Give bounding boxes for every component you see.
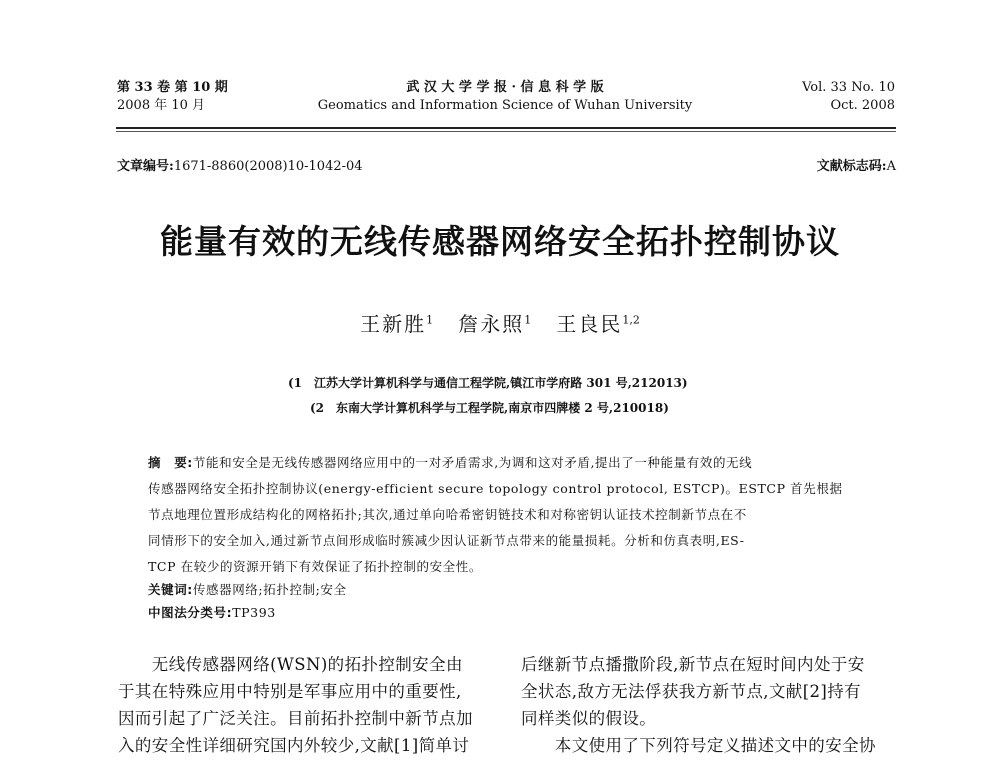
- author: 王新胜$^1$: [360, 312, 434, 336]
- body-line: 无线传感器网络(WSN)的拓扑控制安全由: [118, 655, 463, 674]
- author: 詹永照$^1$: [458, 312, 532, 336]
- date-en: Oct. 2008: [830, 98, 895, 113]
- article-number: [117, 158, 363, 175]
- affiliation-1: (1 江苏大学计算机科学与通信工程学院,镇江市学府路 301 号,212013): [288, 376, 688, 390]
- body-line: 后继新节点播撒阶段,新节点在短时间内处于安: [521, 655, 865, 674]
- body-line: 于其在特殊应用中特别是军事应用中的重要性,: [118, 682, 462, 701]
- author-list: [0, 308, 1000, 337]
- document-code-label: 文献标志码:: [816, 159, 887, 174]
- volume-en: Vol. 33 No. 10: [802, 80, 895, 95]
- keywords-label: 关键词:: [148, 582, 193, 597]
- author: 王良民$^{1,2}$: [556, 312, 640, 336]
- header-rule: [116, 127, 896, 129]
- abstract-line: TCP 在较少的资源开销下有效保证了拓扑控制的安全性。: [148, 559, 482, 574]
- classification-label: 中图法分类号:: [148, 605, 233, 620]
- paper-title: 能量有效的无线传感器网络安全拓扑控制协议: [160, 222, 840, 261]
- abstract-line: 传感器网络安全拓扑控制协议(energy-efficient secure topology control protocol, ESTCP)。ESTCP 首先根据: [148, 481, 843, 496]
- document-code-value: A: [886, 159, 896, 174]
- classification: [148, 605, 276, 621]
- keywords-value: 传感器网络;拓扑控制;安全: [192, 582, 347, 597]
- issue-cn: 第 33 卷 第 10 期: [117, 80, 228, 95]
- body-line: 同样类似的假设。: [521, 709, 657, 728]
- abstract-label: 摘 要:: [148, 455, 193, 470]
- affiliation-2: (2 东南大学计算机科学与工程学院,南京市四牌楼 2 号,210018): [310, 401, 669, 415]
- date-cn: 2008 年 10 月: [117, 98, 206, 113]
- article-number-value: 1671-8860(2008)10-1042-04: [173, 159, 363, 174]
- journal-name-cn: 武 汉 大 学 学 报 · 信 息 科 学 版: [406, 80, 604, 95]
- body-line: 入的安全性详细研究国内外较少,文献[1]简单讨: [118, 736, 470, 755]
- journal-name-en: Geomatics and Information Science of Wuhan University: [317, 98, 693, 113]
- abstract-line: 摘 要:节能和安全是无线传感器网络应用中的一对矛盾需求,为调和这对矛盾,提出了一种能量有效的无线: [148, 455, 753, 470]
- body-line: 因而引起了广泛关注。目前拓扑控制中新节点加: [118, 709, 473, 728]
- abstract-line: 节点地理位置形成结构化的网格拓扑;其次,通过单向哈希密钥链技术和对称密钥认证技术控制新节点在不: [148, 507, 747, 522]
- abstract-line: 同情形下的安全加入,通过新节点间形成临时簇减少因认证新节点带来的能量损耗。分析和仿真表明,ES-: [148, 533, 745, 548]
- classification-value: TP393: [232, 605, 276, 620]
- header-rule-thin: [116, 131, 896, 132]
- article-number-label: 文章编号:: [117, 159, 174, 174]
- body-line: 全状态,敌方无法俘获我方新节点,文献[2]持有: [521, 682, 862, 701]
- keywords: [148, 582, 347, 598]
- document-code: [817, 158, 896, 175]
- body-line: 本文使用了下列符号定义描述文中的安全协: [521, 736, 876, 755]
